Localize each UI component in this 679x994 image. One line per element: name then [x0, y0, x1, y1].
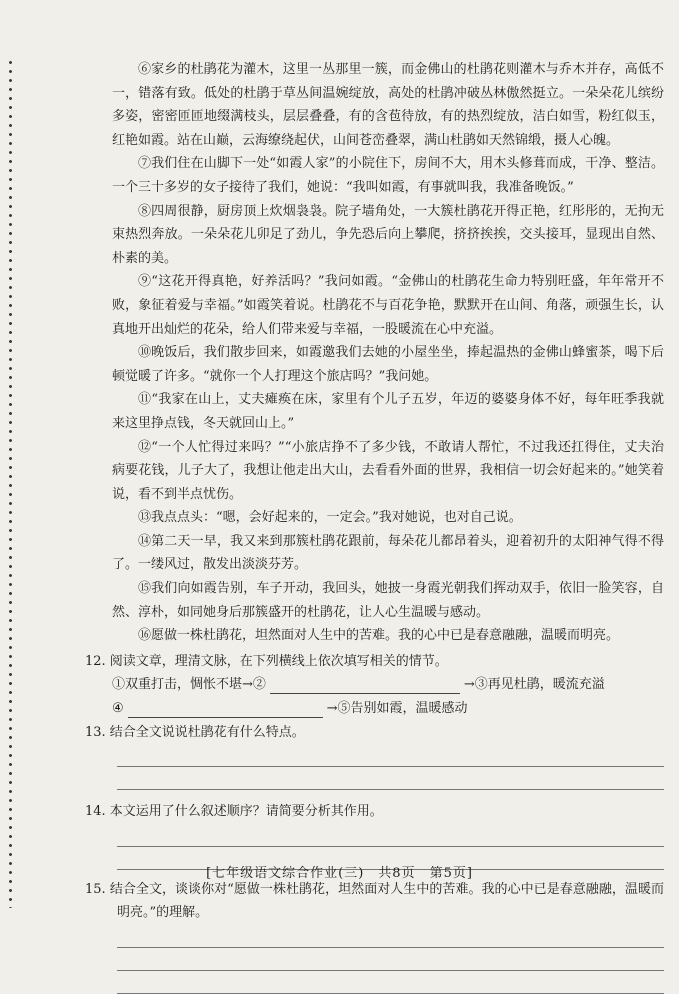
q12-blank-2[interactable]	[270, 677, 460, 694]
paragraph-14: ⑭第二天一早，我又来到那簇杜鹃花跟前，每朵花儿都昂着头，迎着初升的太阳神气得不得了。一缕风过，散发出淡淡芬芳。	[112, 533, 664, 573]
answer-line[interactable]	[117, 824, 664, 847]
q12-item-1: ①双重打击，惆怅不堪→②	[112, 677, 266, 693]
question-13	[85, 721, 664, 791]
answer-line[interactable]	[117, 971, 664, 994]
q12-blank-4[interactable]	[128, 701, 323, 718]
paragraph-15: ⑮我们向如霞告别，车子开动，我回头，她披一身霞光朝我们挥动双手，依旧一脸笑容，自然、淳朴，如同她身后那簇盛开的杜鹃花，让人心生温暖与感动。	[112, 581, 664, 620]
page-footer: [七年级语文综合作业(三) 共8页 第5页]	[206, 866, 473, 881]
answer-line[interactable]	[117, 948, 664, 971]
page-content	[85, 58, 664, 994]
question-12-row-2	[112, 697, 664, 721]
paragraph-11: ⑪“我家在山上，丈夫瘫痪在床，家里有个儿子五岁，年迈的婆婆身体不好，每年旺季我就来这里挣点钱，冬天就回山上。”	[112, 392, 664, 431]
paragraph-9: ⑨“这花开得真艳，好养活吗？”我问如霞。“金佛山的杜鹃花生命力特别旺盛，年年常开不败，象征着爱与幸福。”如霞笑着说。杜鹃花不与百花争艳，默默开在山间、角落，顽强生长，认真地开出灿烂的花朵，给人们带来爱与幸福，一股暖流在心中充溢。	[112, 274, 664, 337]
question-15	[85, 878, 664, 994]
answer-line[interactable]	[117, 744, 664, 767]
answer-line[interactable]	[117, 925, 664, 948]
question-12-row-1	[112, 673, 664, 697]
paragraph-7: ⑦我们住在山脚下一处“如霞人家”的小院住下，房间不大，用木头修葺而成，干净、整洁。一个三十多岁的女子接待了我们，她说：“我叫如霞，有事就叫我，我准备晚饭。”	[112, 156, 664, 195]
question-15-title: 15. 结合全文，谈谈你对“愿做一株杜鹃花，坦然面对人生中的苦难。我的心中已是春意融融，温暖而明亮。”的理解。	[85, 881, 664, 921]
question-14	[85, 800, 664, 870]
binding-dots	[9, 58, 12, 908]
q12-item-5: →⑤告别如霞，温暖感动	[326, 701, 468, 717]
question-12-title: 12. 阅读文章，理清文脉，在下列横线上依次填写相关的情节。	[85, 653, 448, 669]
answer-line[interactable]	[117, 767, 664, 790]
paragraph-6: ⑥家乡的杜鹃花为灌木，这里一丛那里一簇，而金佛山的杜鹃花则灌木与乔木并存，高低不一，错落有致。低处的杜鹃于草丛间温婉绽放，高处的杜鹃冲破丛林傲然挺立。一朵朵花儿缤纷多姿，密密匝匝地缀满枝头，层层叠叠，有的含苞待放，有的热烈绽放，洁白如雪，粉红似玉，红艳如霞。站在山巅，云海缭绕起伏，山间苍峦叠翠，满山杜鹃如天然锦缎，摄人心魄。	[112, 62, 664, 148]
question-14-title: 14. 本文运用了什么叙述顺序？请简要分析其作用。	[85, 804, 383, 820]
question-13-title: 13. 结合全文说说杜鹃花有什么特点。	[85, 724, 305, 740]
paragraph-8: ⑧四周很静，厨房顶上炊烟袅袅。院子墙角处，一大簇杜鹃花开得正艳，红彤彤的，无拘无束热烈奔放。一朵朵花儿卯足了劲儿，争先恐后向上攀爬，挤挤挨挨，交头接耳，显现出自然、朴素的美。	[112, 203, 664, 266]
paragraph-10: ⑩晚饭后，我们散步回来，如霞邀我们去她的小屋坐坐，捧起温热的金佛山蜂蜜茶，喝下后顿觉暖了许多。“就你一个人打理这个旅店吗？”我问她。	[112, 345, 664, 384]
paragraph-12: ⑫“一个人忙得过来吗？”“小旅店挣不了多少钱，不敢请人帮忙，不过我还扛得住，丈夫治病要花钱，儿子大了，我想让他走出大山，去看看外面的世界，我相信一切会好起来的。”她笑着说，看不到半点忧伤。	[112, 439, 664, 502]
question-12	[85, 650, 664, 721]
q12-item-4: ④	[112, 701, 124, 717]
paragraph-16: ⑯愿做一株杜鹃花，坦然面对人生中的苦难。我的心中已是春意融融，温暖而明亮。	[138, 628, 620, 644]
paragraph-13: ⑬我点点头：“嗯，会好起来的，一定会。”我对她说，也对自己说。	[138, 510, 522, 526]
q12-item-3: →③再见杜鹃，暖流充溢	[463, 677, 605, 693]
